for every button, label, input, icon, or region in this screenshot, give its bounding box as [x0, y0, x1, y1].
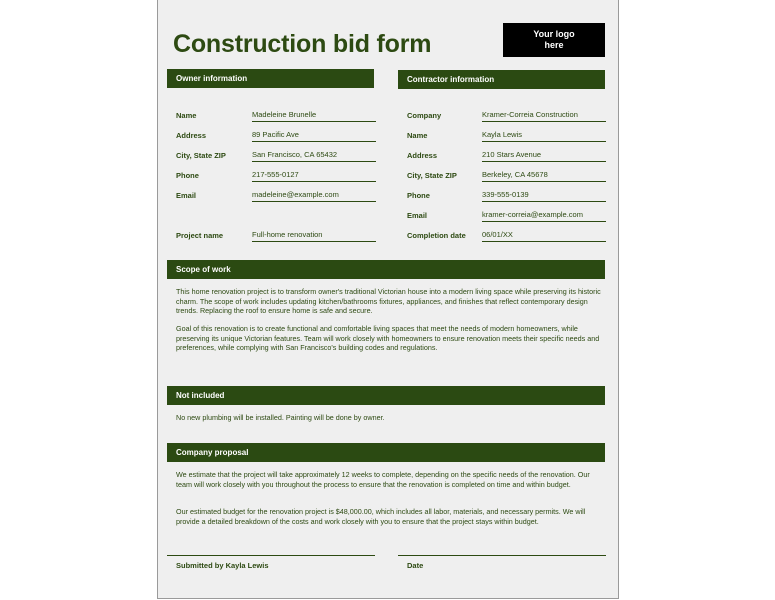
contractor-address-label: Address — [407, 151, 438, 160]
contractor-company-label: Company — [407, 111, 442, 120]
page-title: Construction bid form — [173, 30, 432, 58]
owner-city-field[interactable]: San Francisco, CA 65432 — [252, 150, 376, 162]
submitted-by-label: Submitted by Kayla Lewis — [176, 561, 269, 570]
owner-name-field[interactable]: Madeleine Brunelle — [252, 110, 376, 122]
not-included-text: No new plumbing will be installed. Painting will be done by owner. — [176, 413, 385, 422]
contractor-city-field[interactable]: Berkeley, CA 45678 — [482, 170, 606, 182]
contractor-city-label: City, State ZIP — [407, 171, 457, 180]
signature-line — [167, 555, 375, 556]
proposal-paragraph-2: Our estimated budget for the renovation project is $48,000.00, which includes all labor, materials, and necessary permits. We will provide a detailed breakdown of the costs and work closely with you to ensure that the project stays within budget. — [176, 507, 586, 526]
logo-placeholder — [503, 23, 605, 57]
contractor-name-label: Name — [407, 131, 428, 140]
project-name-label: Project name — [176, 231, 224, 240]
owner-city-label: City, State ZIP — [176, 151, 226, 160]
company-proposal-header: Company proposal — [167, 443, 605, 462]
contractor-email-label: Email — [407, 211, 428, 220]
owner-email-field[interactable]: madeleine@example.com — [252, 190, 376, 202]
logo-text: Your logo here — [533, 29, 575, 50]
contractor-phone-field[interactable]: 339-555-0139 — [482, 190, 606, 202]
owner-phone-field[interactable]: 217-555-0127 — [252, 170, 376, 182]
date-line — [398, 555, 606, 556]
contractor-phone-label: Phone — [407, 191, 430, 200]
owner-name-label: Name — [176, 111, 197, 120]
owner-address-label: Address — [176, 131, 207, 140]
contractor-address-field[interactable]: 210 Stars Avenue — [482, 150, 606, 162]
not-included-header: Not included — [167, 386, 605, 405]
completion-date-label: Completion date — [407, 231, 466, 240]
project-name-field[interactable]: Full-home renovation — [252, 230, 376, 242]
owner-email-label: Email — [176, 191, 197, 200]
date-label: Date — [407, 561, 424, 570]
scope-paragraph-2: Goal of this renovation is to create functional and comfortable living spaces that meet the needs of modern homeowners, while preserving its unique Victorian features. Team will work closely with homeowners to ensure renovation meets their specific needs and preferences, while complying with San Francisco's building codes and regulations. — [176, 324, 600, 353]
owner-info-header: Owner information — [167, 69, 374, 88]
owner-address-field[interactable]: 89 Pacific Ave — [252, 130, 376, 142]
contractor-info-header: Contractor information — [398, 70, 605, 89]
completion-date-field[interactable]: 06/01/XX — [482, 230, 606, 242]
proposal-paragraph-1: We estimate that the project will take approximately 12 weeks to complete, depending on the specific needs of the renovation. Our team will work closely with you throughout the process to ensure that the renovation is completed on time and within budget. — [176, 470, 590, 489]
contractor-company-field[interactable]: Kramer-Correia Construction — [482, 110, 606, 122]
owner-phone-label: Phone — [176, 171, 199, 180]
scope-paragraph-1: This home renovation project is to transform owner's traditional Victorian house into a modern living space while preserving its historic charm. The scope of work includes updating kitchen/bathrooms fixtures, appliances, and finishes that reflect contemporary design trends. Replacing the roof to ensure home is safe and secure. — [176, 287, 601, 316]
contractor-email-field[interactable]: kramer-correia@example.com — [482, 210, 606, 222]
contractor-name-field[interactable]: Kayla Lewis — [482, 130, 606, 142]
scope-of-work-header: Scope of work — [167, 260, 605, 279]
